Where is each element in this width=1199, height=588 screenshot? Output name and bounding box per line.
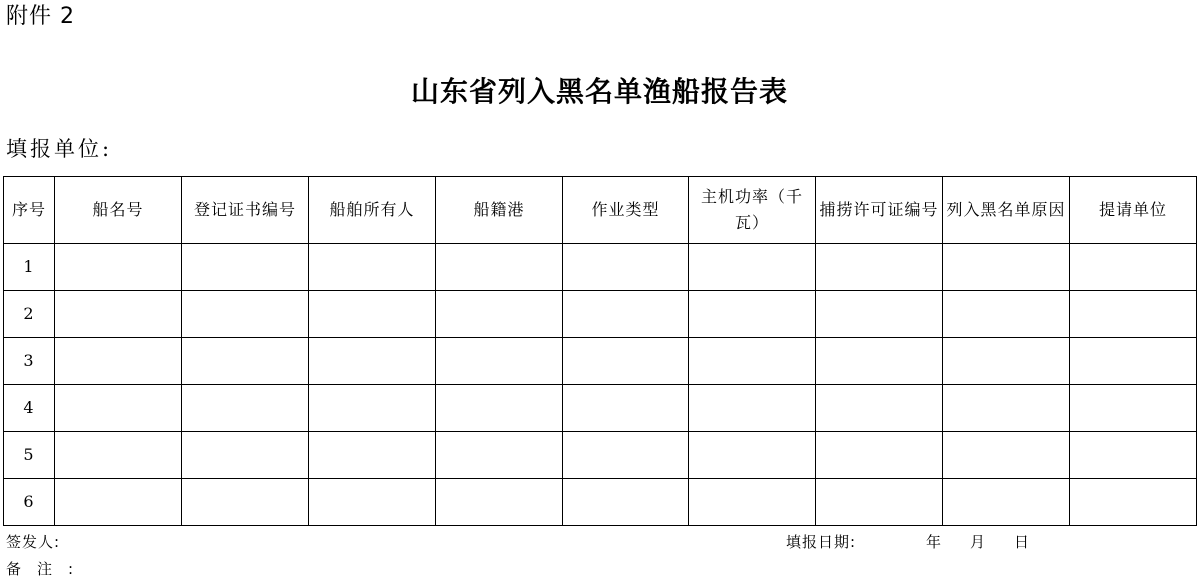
vessel-owner-cell[interactable] [309,385,436,432]
vessel-name-cell[interactable] [55,291,182,338]
blacklist-reason-cell[interactable] [943,244,1070,291]
operation-type-cell[interactable] [563,244,689,291]
page-title: 山东省列入黑名单渔船报告表 [410,75,788,108]
year-label: 年 [926,533,943,551]
header-registration-cert-no: 登记证书编号 [182,177,309,244]
port-of-registry-cell[interactable] [436,479,563,526]
engine-power-cell[interactable] [689,291,816,338]
engine-power-cell[interactable] [689,432,816,479]
blacklist-reason-cell[interactable] [943,479,1070,526]
fill-date [786,532,1030,552]
registration-cert-cell[interactable] [182,291,309,338]
fishing-license-cell[interactable] [816,291,943,338]
port-of-registry-cell[interactable] [436,385,563,432]
requesting-unit-cell[interactable] [1070,479,1197,526]
operation-type-cell[interactable] [563,385,689,432]
row-index-cell: 1 [4,244,55,291]
registration-cert-cell[interactable] [182,244,309,291]
table-row [4,432,1197,479]
header-blacklist-reason: 列入黑名单原因 [943,177,1070,244]
port-of-registry-cell[interactable] [436,432,563,479]
signer-label: 签发人: [6,533,61,551]
report-table [3,176,1197,526]
vessel-name-cell[interactable] [55,244,182,291]
row-index-cell: 5 [4,432,55,479]
row-index-cell: 2 [4,291,55,338]
header-vessel-owner: 船舶所有人 [309,177,436,244]
remark-label: 备注: [6,560,90,578]
header-fishing-license-no: 捕捞许可证编号 [816,177,943,244]
vessel-name-cell[interactable] [55,432,182,479]
vessel-owner-cell[interactable] [309,479,436,526]
vessel-name-cell[interactable] [55,338,182,385]
vessel-name-cell[interactable] [55,479,182,526]
fishing-license-cell[interactable] [816,385,943,432]
registration-cert-cell[interactable] [182,432,309,479]
row-index-cell: 6 [4,479,55,526]
registration-cert-cell[interactable] [182,338,309,385]
engine-power-cell[interactable] [689,479,816,526]
blacklist-reason-cell[interactable] [943,432,1070,479]
engine-power-cell[interactable] [689,385,816,432]
port-of-registry-cell[interactable] [436,244,563,291]
operation-type-cell[interactable] [563,432,689,479]
table-header-row [4,177,1197,244]
registration-cert-cell[interactable] [182,385,309,432]
blacklist-reason-cell[interactable] [943,338,1070,385]
operation-type-cell[interactable] [563,479,689,526]
attachment-label: 附件 2 [6,4,75,29]
vessel-owner-cell[interactable] [309,291,436,338]
requesting-unit-cell[interactable] [1070,385,1197,432]
port-of-registry-cell[interactable] [436,338,563,385]
header-engine-power: 主机功率（千瓦） [689,177,816,244]
table-row [4,338,1197,385]
table-row [4,244,1197,291]
row-index-cell: 3 [4,338,55,385]
requesting-unit-cell[interactable] [1070,432,1197,479]
table-row [4,479,1197,526]
operation-type-cell[interactable] [563,338,689,385]
header-vessel-name: 船名号 [55,177,182,244]
header-operation-type: 作业类型 [563,177,689,244]
vessel-owner-cell[interactable] [309,338,436,385]
fishing-license-cell[interactable] [816,432,943,479]
table-row [4,385,1197,432]
vessel-owner-cell[interactable] [309,244,436,291]
operation-type-cell[interactable] [563,291,689,338]
month-label: 月 [970,533,987,551]
fill-unit-label: 填报单位: [6,137,113,161]
registration-cert-cell[interactable] [182,479,309,526]
requesting-unit-cell[interactable] [1070,291,1197,338]
header-index: 序号 [4,177,55,244]
blacklist-reason-cell[interactable] [943,385,1070,432]
requesting-unit-cell[interactable] [1070,338,1197,385]
table-row [4,291,1197,338]
fishing-license-cell[interactable] [816,479,943,526]
header-requesting-unit: 提请单位 [1070,177,1197,244]
requesting-unit-cell[interactable] [1070,244,1197,291]
port-of-registry-cell[interactable] [436,291,563,338]
vessel-name-cell[interactable] [55,385,182,432]
blacklist-reason-cell[interactable] [943,291,1070,338]
engine-power-cell[interactable] [689,244,816,291]
engine-power-cell[interactable] [689,338,816,385]
row-index-cell: 4 [4,385,55,432]
vessel-owner-cell[interactable] [309,432,436,479]
fishing-license-cell[interactable] [816,244,943,291]
fishing-license-cell[interactable] [816,338,943,385]
fill-date-label: 填报日期: [786,533,857,551]
day-label: 日 [1014,533,1031,551]
header-port-of-registry: 船籍港 [436,177,563,244]
